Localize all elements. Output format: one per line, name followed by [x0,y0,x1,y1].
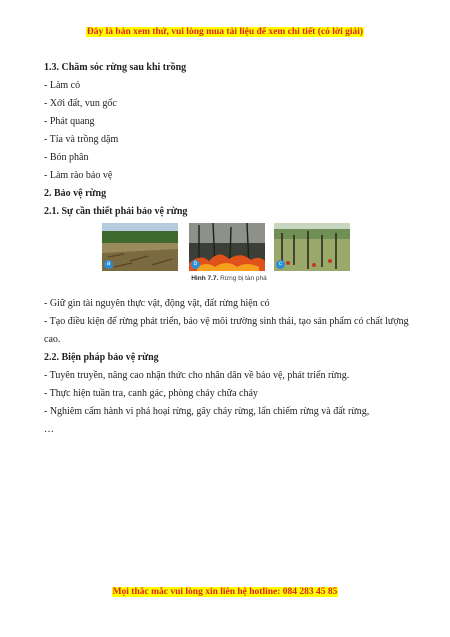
hotline-banner: Mọi thắc mắc vui lòng xin liên hệ hotline: 084 283 45 85 [112,587,338,597]
heading-2-1: 2.1. Sự cần thiết phải bảo vệ rừng [44,206,188,217]
list-item: - Thực hiện tuần tra, canh gác, phòng cháy chữa cháy [44,388,258,399]
photo-forest-fire [189,223,265,271]
badge-a: a [104,260,113,269]
list-item: - Làm rào bảo vệ [44,170,113,181]
photo-burnt-trees [274,223,350,271]
preview-banner: Đây là bản xem thử, vui lòng mua tài liệu để xem chi tiết (có lời giải) [86,27,364,37]
list-item: - Bón phân [44,152,89,163]
list-item: … [44,424,54,435]
photo-cut-forest [102,223,178,271]
list-item: - Tạo điều kiện để rừng phát triển, bảo vệ môi trường sinh thái, tạo sản phẩm có chất lượng cao. [44,316,409,345]
list-item: - Tuyên truyền, nâng cao nhận thức cho nhân dân về bảo vệ, phát triển rừng. [44,370,350,381]
list-item: - Tỉa và trồng dặm [44,134,119,145]
heading-1-3: 1.3. Chăm sóc rừng sau khi trồng [44,62,187,73]
heading-2-2: 2.2. Biện pháp bảo vệ rừng [44,352,159,363]
list-item: - Nghiêm cấm hành vi phá hoại rừng, gây cháy rừng, lấn chiếm rừng và đất rừng, [44,406,370,417]
list-item: - Phát quang [44,116,95,127]
list-item: - Giữ gìn tài nguyên thực vật, động vật, đất rừng hiện có [44,298,270,309]
badge-b: b [191,260,200,269]
document-body [44,59,414,439]
figure-deforestation [44,223,414,293]
heading-2: 2. Bảo vệ rừng [44,188,107,199]
list-item: - Làm cỏ [44,80,81,91]
figure-caption: Hình 7.7. Rừng bị tàn phá [191,275,267,282]
list-item: - Xới đất, vun gốc [44,98,117,109]
badge-c: c [276,260,285,269]
